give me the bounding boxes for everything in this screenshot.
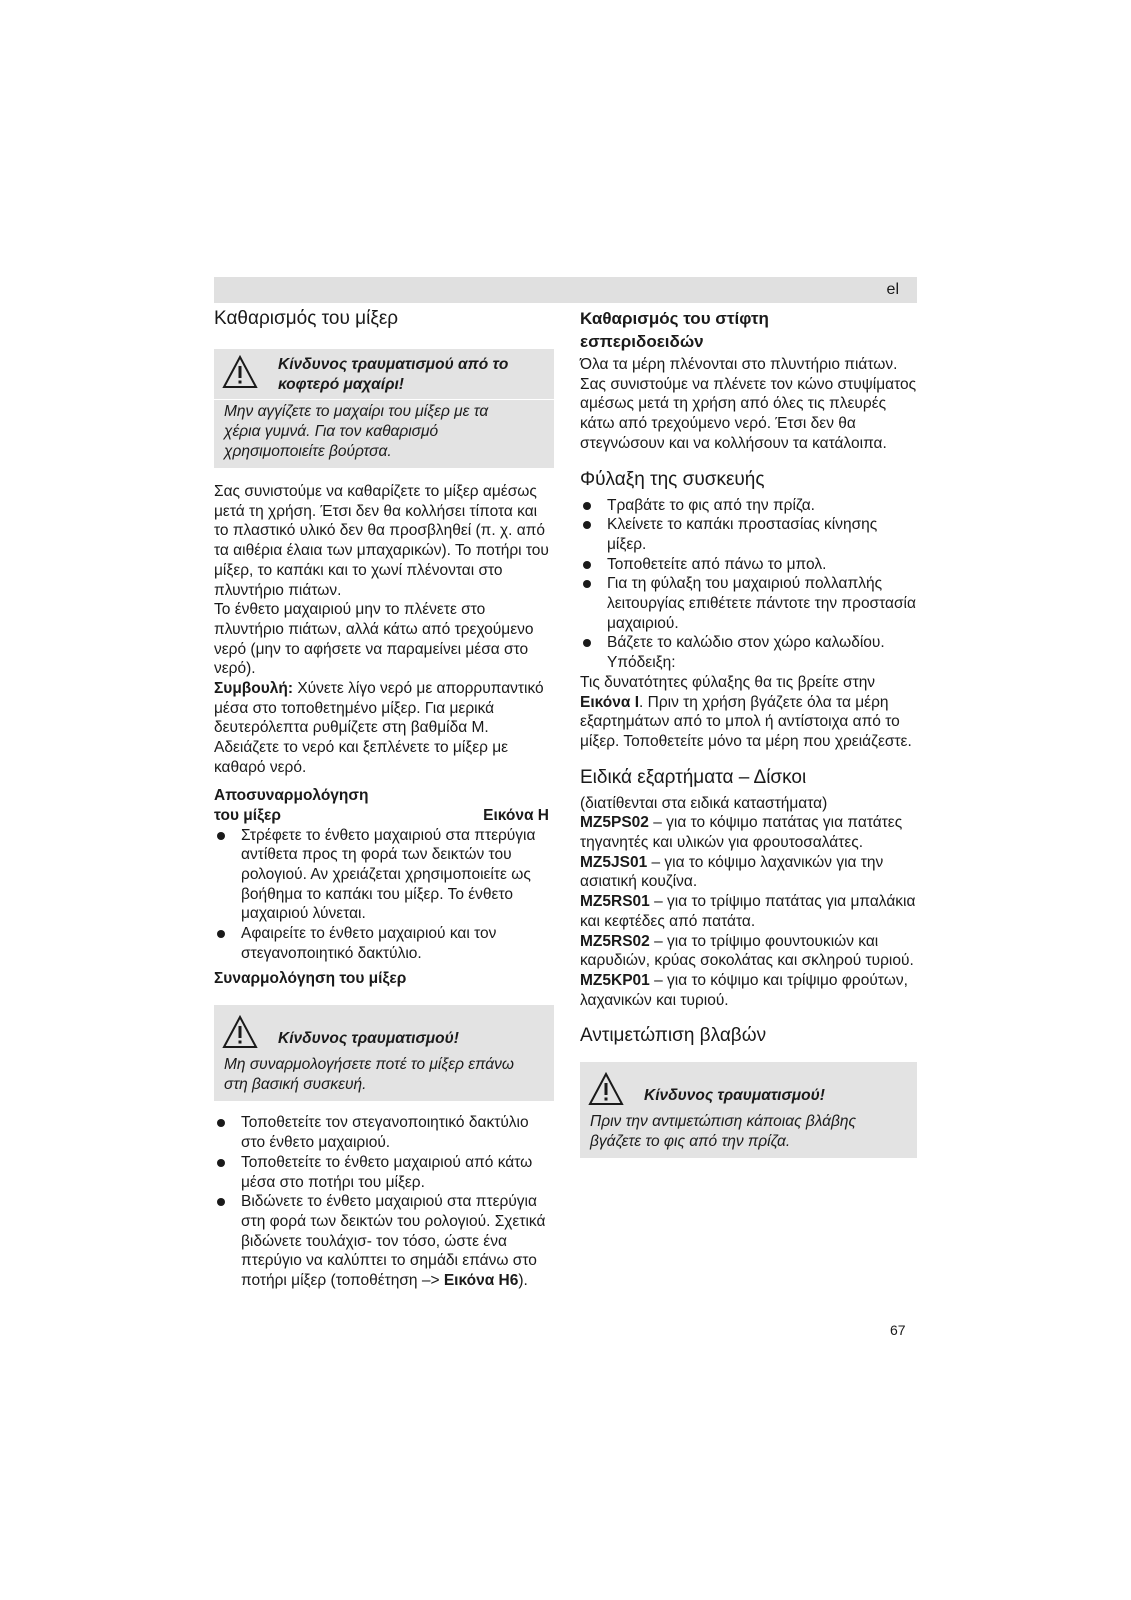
tip-label: Συμβουλή: xyxy=(214,680,294,698)
warning-text: Μην αγγίζετε το μαχαίρι του μίξερ με τα χέρια γυμνά. Για τον καθαρισμό χρησιμοποιείτε βούρτσα. xyxy=(224,403,489,460)
warning-text: Πριν την αντιμετώπιση κάποιας βλάβης βγάζετε το φις από την πρίζα. xyxy=(590,1113,857,1151)
list-item: Αφαιρείτε το ένθετο μαχαιριού και τον στεγανοποιητικό δακτύλιο. xyxy=(214,924,549,963)
warning-triangle-icon xyxy=(222,355,258,389)
warning-box-troubleshooting xyxy=(580,1062,917,1158)
list-item: Για τη φύλαξη του μαχαιριού πολλαπλής λειτουργίας επιθέτετε πάντοτε την προστασία μαχαιριού. xyxy=(580,574,917,633)
list-item: Τοποθετείτε τον στεγανοποιητικό δακτύλιο στο ένθετο μαχαιριού. xyxy=(214,1113,549,1152)
list-item: Τοποθετείτε από πάνω το μπολ. xyxy=(580,555,917,575)
section-title-troubleshooting: Αντιμετώπιση βλαβών xyxy=(580,1025,767,1047)
left-column xyxy=(214,303,554,1291)
warning-title: Κίνδυνος τραυματισμού! xyxy=(278,1030,459,1048)
paragraph: Το ένθετο μαχαιριού μην το πλένετε στο πλυντήριο πιάτων, αλλά κάτω από τρεχούμενο νερό (μην το αφήσετε να παραμείνει μέσα στο νερό). xyxy=(214,601,534,678)
paragraph: Όλα τα μέρη πλένονται στο πλυντήριο πιάτων. Σας συνιστούμε να πλένετε τον κώνο στυψίματος αμέσως μετά τη χρήση από όλες τις πλευρές κάτω από τρεχούμενο νερό. Έτσι δεν θα στεγνώσουν και να κολλήσουν τα κατάλοιπα. xyxy=(580,356,917,452)
subsection-title-assembly: Συναρμολόγηση του μίξερ xyxy=(214,970,407,988)
storage-steps xyxy=(580,496,917,673)
list-item: Στρέφετε το ένθετο μαχαιριού στα πτερύγια αντίθετα προς τη φορά των δεικτών του ρολογιού. Αν χρειάζεται χρησιμοποιείτε ως βοήθημα το καπάκι του μίξερ. Το ένθετο μαχαιριού λύνεται. xyxy=(214,826,549,925)
accessory-item: MZ5KP01 – για το κόψιμο και τρίψιμο φρούτων, λαχανικών και τυριού. xyxy=(580,971,908,1009)
list-item: Τραβάτε το φις από την πρίζα. xyxy=(580,496,917,516)
paragraph: Τις δυνατότητες φύλαξης θα τις βρείτε στην Εικόνα I. Πριν τη χρήση βγάζετε όλα τα μέρη εξαρτημάτων από το μπολ ή αντίστοιχα από το μίξερ. Τοποθετείτε μόνο τα μέρη που χρειάζεστε. xyxy=(580,673,912,750)
tip-text: Χύνετε λίγο νερό με απορρυπαντικό μέσα στο τοποθετημένο μίξερ. Για μερικά δευτερόλεπτα ρυθμίζετε στη βαθμίδα M. Αδειάζετε το νερό και ξεπλένετε το μίξερ με καθαρό νερό. xyxy=(214,680,544,776)
list-item: Κλείνετε το καπάκι προστασίας κίνησης μίξερ. xyxy=(580,515,917,554)
warning-box-injury xyxy=(214,1005,554,1101)
paragraph: Σας συνιστούμε να καθαρίζετε το μίξερ αμέσως μετά τη χρήση. Έτσι δεν θα κολλήσει τίποτα και το πλαστικό υλικό δεν θα προσβληθεί (π. χ. από τα αιθέρια έλαια των μπαχαρικών). Το ποτήρι του μίξερ, το καπάκι και το χωνί πλένονται στο πλυντήριο πιάτων. xyxy=(214,483,549,599)
subsection-title-disassembly-line2: του μίξερ xyxy=(214,806,281,824)
accessory-item: MZ5RS02 – για το τρίψιμο φουντουκιών και καρυδιών, κρύας σοκολάτας και σκληρού τυριού. xyxy=(580,932,914,970)
warning-text: Μη συναρμολογήσετε ποτέ το μίξερ επάνω στη βασική συσκευή. xyxy=(224,1056,514,1094)
warning-triangle-icon xyxy=(588,1072,624,1106)
right-column xyxy=(580,303,917,1158)
warning-triangle-icon xyxy=(222,1015,258,1049)
assembly-steps xyxy=(214,1113,549,1290)
figure-reference: Εικόνα H xyxy=(483,806,549,824)
list-item: Βάζετε το καλώδιο στον χώρο καλωδίου. Υπόδειξη: xyxy=(580,633,917,672)
header-bar xyxy=(214,277,917,303)
accessory-item: MZ5PS02 – για το κόψιμο πατάτας για πατάτες τηγανητές και υλικών για φρουτοσαλάτες. xyxy=(580,814,903,852)
accessory-item: MZ5RS01 – για το τρίψιμο πατάτας για μπαλάκια και κεφτέδες από πατάτα. xyxy=(580,893,916,930)
list-item: Τοποθετείτε το ένθετο μαχαιριού από κάτω μέσα στο ποτήρι του μίξερ. xyxy=(214,1153,549,1192)
paragraph: (διατίθενται στα ειδικά καταστήματα) xyxy=(580,794,828,812)
section-title-accessories: Ειδικά εξαρτήματα – Δίσκοι xyxy=(580,766,807,788)
warning-title: Κίνδυνος τραυματισμού! xyxy=(644,1087,825,1105)
section-title-citrus: Καθαρισμός του στίφτη εσπεριδοειδών xyxy=(580,309,769,351)
tip-paragraph xyxy=(214,679,549,778)
list-item: Βιδώνετε το ένθετο μαχαιριού στα πτερύγια στη φορά των δεικτών του ρολογιού. Σχετικά βιδώνετε τουλάχισ- τον τόσο, ώστε ένα πτερύγιο να καλύπτει το σημάδι επάνω στο ποτήρι μίξερ (τοποθέτηση –> Εικόνα H6). xyxy=(214,1192,549,1291)
warning-title: Κίνδυνος τραυματισμού από το κοφτερό μαχαίρι! xyxy=(278,356,509,393)
section-title-cleaning-mixer: Καθαρισμός του μίξερ xyxy=(214,308,399,329)
page-number: 67 xyxy=(890,1322,906,1338)
warning-box-sharp-knife xyxy=(214,349,554,468)
subsection-title-disassembly: Αποσυναρμολόγηση xyxy=(214,786,369,804)
section-title-storage: Φύλαξη της συσκευής xyxy=(580,468,765,490)
disassembly-steps xyxy=(214,826,549,964)
figure-reference: Εικόνα I xyxy=(580,693,640,711)
accessory-item: MZ5JS01 – για το κόψιμο λαχανικών για την ασιατική κουζίνα. xyxy=(580,853,884,891)
figure-reference: Εικόνα H6 xyxy=(443,1272,519,1290)
language-code: el xyxy=(886,281,899,298)
